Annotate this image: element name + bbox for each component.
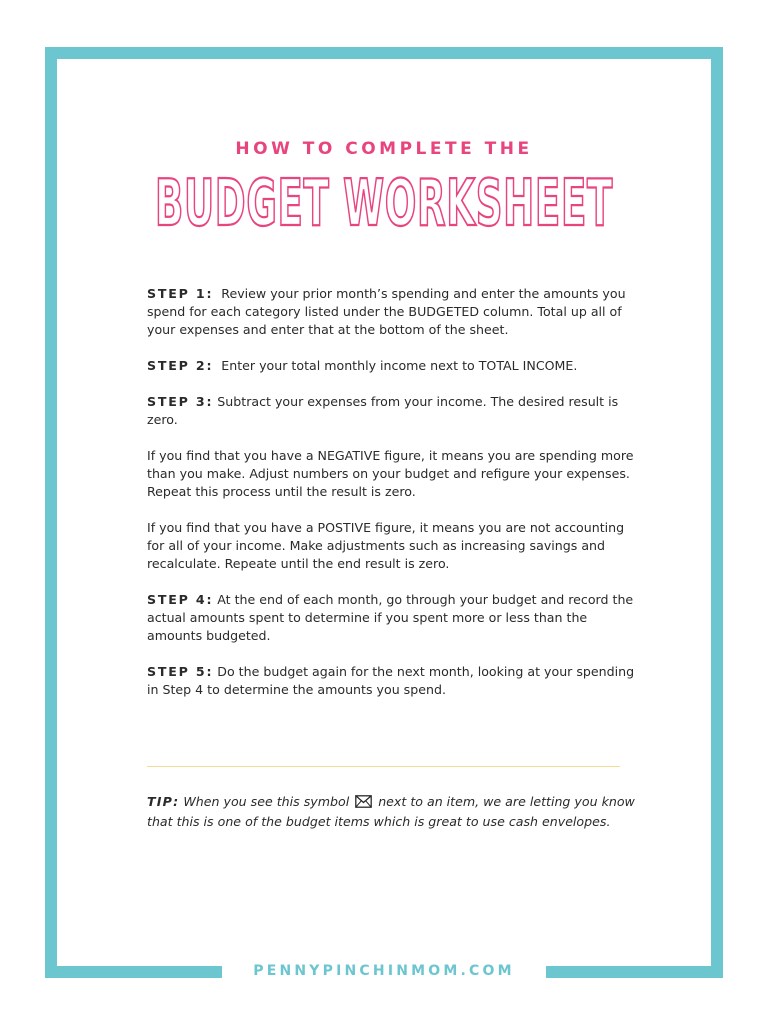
step-label: STEP 2: [147,358,214,373]
footer-site-link[interactable]: PENNYPINCHINMOM.COM [253,963,515,979]
step-text: Do the budget again for the next month, looking at your spending in Step 4 to determine the amounts you spend. [147,664,635,697]
pre-title: HOW TO COMPLETE THE [235,139,533,159]
tip-label: TIP: [147,794,180,809]
note-text: If you find that you have a POSTIVE figure, it means you are not accounting for all of your income. Make adjustments such as increasing savings and recalculate. Repeate until the end result is zero. [147,520,625,571]
step-label: STEP 3: [147,394,214,409]
step-4 [147,591,637,645]
step-5 [147,663,637,699]
instructions [147,285,637,717]
tip-text-after: next to an item, we are letting you know that this is one of the budget items which is great to use cash envelopes. [147,794,635,829]
negative-note [147,447,637,501]
step-label: STEP 1: [147,286,214,301]
note-text: If you find that you have a NEGATIVE figure, it means you are spending more than you make. Adjust numbers on your budget and refigure your expenses. Repeat this process until the result is zero. [147,448,634,499]
step-text: Review your prior month’s spending and enter the amounts you spend for each category listed under the BUDGETED column. Total up all of your expenses and enter that at the bottom of the sheet. [147,286,626,337]
page-frame [45,47,723,978]
divider-line [147,766,620,767]
step-label: STEP 4: [147,592,214,607]
title-outline-text [144,155,624,235]
tip-note [147,793,637,831]
step-text: Enter your total monthly income next to TOTAL INCOME. [221,358,578,373]
page-title-text: BUDGET WORKSHEET [155,167,613,235]
page-title [57,155,711,239]
envelope-icon [355,795,372,813]
step-3 [147,393,637,429]
tip-text-before: When you see this symbol [183,794,350,809]
step-1 [147,285,637,339]
step-text: Subtract your expenses from your income. The desired result is zero. [147,394,619,427]
step-text: At the end of each month, go through your budget and record the actual amounts spent to determine if you spent more or less than the amounts budgeted. [147,592,634,643]
step-2 [147,357,637,375]
positive-note [147,519,637,573]
step-label: STEP 5: [147,664,214,679]
